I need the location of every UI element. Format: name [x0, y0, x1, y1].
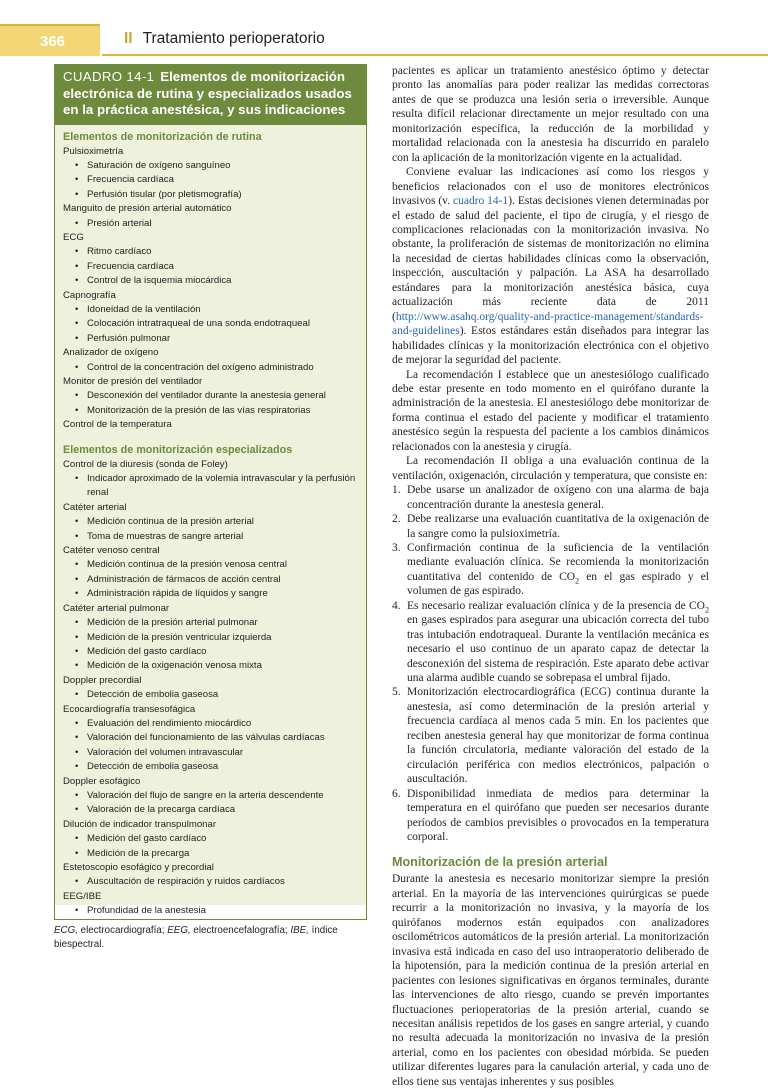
indication-item: • Detección de embolia gaseosa [63, 760, 358, 774]
indication-item: • Desconexión del ventilador durante la anestesia general [63, 389, 358, 403]
indication-item: • Control de la isquemia miocárdica [63, 274, 358, 288]
monitor-element: Ecocardiografía transesofágica [63, 703, 196, 715]
monitor-element: ECG [63, 231, 84, 243]
indication-item: • Medición continua de la presión venosa central [63, 558, 358, 572]
indication-item: • Medición de la presión arterial pulmonar [63, 616, 358, 630]
page-header [0, 0, 768, 56]
indication-item: • Valoración del funcionamiento de las válvulas cardíacas [63, 731, 358, 745]
list-item: 2. Debe realizarse una evaluación cuantitativa de la oxigenación de la sangre como la pulsioximetría. [392, 513, 709, 540]
body-column [392, 64, 709, 1089]
box-reference-link[interactable]: cuadro 14-1 [452, 195, 509, 208]
special-list [63, 458, 358, 919]
header-rule [102, 54, 768, 56]
indication-item: • Perfusión tisular (por pletismografía) [63, 188, 358, 202]
indication-item: • Idoneidad de la ventilación [63, 303, 358, 317]
indication-item: • Medición continua de la presión arterial [63, 515, 358, 529]
box-title-text: Elementos de monitorización electrónica de rutina y especializados usados en la práctica anestésica, y sus indicaciones [63, 69, 352, 117]
indication-item: • Administración rápida de líquidos y sangre [63, 587, 358, 601]
monitor-element: Dilución de indicador transpulmonar [63, 818, 217, 830]
monitor-element: Analizador de oxígeno [63, 347, 159, 359]
list-item: 1. Debe usarse un analizador de oxígeno con una alarma de baja concentración durante la anestesia general. [392, 484, 709, 511]
footnote-abbr: IBE, [290, 925, 309, 936]
indication-item: • Profundidad de la anestesia [63, 904, 358, 918]
footnote-def: electrocardiografía; [77, 925, 168, 936]
indication-item: • Medición de la oxigenación venosa mixta [63, 659, 358, 673]
list-item: 4. Es necesario realizar evaluación clínica y de la presencia de $CO_2$ en gases espirados para asegurar una ubicación correcta del tubo tras intubación endotraqueal. Durante la ventilación mecánica es necesario el uso continuo de un aparato capaz de detectar la desconexión del sistema de respiración. Este aparato debe activar una alarma audible cuando se sobrepasa el umbral fijado. [392, 599, 709, 685]
section-heading: Monitorización de la presión arterial [392, 855, 608, 870]
box-14-1 [54, 64, 367, 920]
paragraph: Durante la anestesia es necesario monitorizar siempre la presión arterial. En la mayoría de las intervenciones quirúrgicas se puede recurrir a la monitorización no invasiva, y la mayoría de los quirófanos modernos están equipados con analizadores oscilométricos automáticos de la presión arterial. La monitorización invasiva está indicada en caso del uso intraoperatorio deliberado de la hipotensión, para la medición continua de la presión arterial en pacientes con lesiones significativas en órganos terminales, durante las intervenciones de alto riesgo, cuando se prevén importantes fluctuaciones perioperatorias de la presión arterial, cuando se necesitan análisis repetidos de los gases en sangre arterial, y cuando no resulta adecuada la monitorización no invasiva de la presión arterial, como en los pacientes con obesidad mórbida. Se pueden utilizar diferentes lugares para la canulación arterial, y cada uno de ellos tiene sus ventajas inherentes y sus posibles [392, 873, 709, 1088]
monitor-element: Monitor de presión del ventilador [63, 376, 203, 387]
monitor-element: Catéter arterial pulmonar [63, 602, 170, 614]
indication-item: • Medición de la presión ventricular izquierda [63, 631, 358, 645]
routine-heading: Elementos de monitorización de rutina [63, 130, 262, 143]
box-code: CUADRO 14-1 [63, 69, 155, 84]
indication-item: • Ritmo cardíaco [63, 245, 358, 259]
indication-item: • Valoración del flujo de sangre en la arteria descendente [63, 789, 358, 803]
monitor-element: Manguito de presión arterial automático [63, 203, 232, 215]
indication-item: • Medición de la precarga [63, 847, 358, 861]
indication-item: • Evaluación del rendimiento miocárdico [63, 717, 358, 731]
list-item: 3. Confirmación continua de la suficiencia de la ventilación mediante evaluación clínica. Se recomienda la monitorización cuantitativa del contenido de $CO_2$ en el gas espirado y el volumen de gas espirado. [392, 541, 709, 598]
monitor-element: Estetoscopio esofágico y precordial [63, 862, 214, 873]
box-title [55, 65, 366, 125]
monitor-element: Catéter arterial [63, 501, 127, 513]
list-item: 6. Disponibilidad inmediata de medios para determinar la temperatura en el quirófano que pueden ser necesarios durante períodos de cambios previsibles o provocados en la temperatura corporal. [392, 787, 709, 844]
monitor-element: Doppler precordial [63, 674, 142, 686]
box-footnote [54, 924, 364, 951]
indication-item: • Auscultación de respiración y ruidos cardíacos [63, 875, 358, 889]
footnote-def: electroencefalografía; [190, 925, 291, 936]
asa-url-link[interactable]: http://www.asahq.org/quality-and-practice-management/standards-and-guidelines [392, 310, 704, 338]
monitor-element: Capnografía [63, 289, 116, 301]
footnote-abbr: EEG, [167, 925, 191, 936]
page-number: 366 [0, 24, 100, 56]
indication-item: • Toma de muestras de sangre arterial [63, 530, 358, 544]
box-body [55, 125, 366, 917]
indication-item: • Indicador aproximado de la volemia intravascular y la perfusión renal [63, 472, 358, 501]
part-number: II [124, 30, 133, 47]
indication-item: • Presión arterial [63, 217, 358, 231]
running-head [102, 25, 768, 53]
indication-item: • Frecuencia cardíaca [63, 260, 358, 274]
indication-item: • Detección de embolia gaseosa [63, 688, 358, 702]
paragraph: Conviene evaluar las indicaciones así como los riesgos y beneficios relacionados con el uso de monitores electrónicos invasivos (v. cuadro 14-1). Estas decisiones vienen determinadas por el estado de salud del paciente, el tipo de cirugía, y el riesgo de complicaciones relacionadas con la monitorización invasiva. No obstante, la proliferación de sistemas de monitorización no elimina la necesidad de ciertas habilidades clínicas como la observación, inspección, auscultación y palpación. La ASA ha desarrollado estándares para la monitorización anestésica básica, cuya actualización más reciente data de 2011 (http://www.asahq.org/quality-and-practice-management/standards-and-guidelines). Estos estándares están diseñados para integrar las habilidades clínicas y la monitorización electrónica con el objetivo de mejorar la seguridad del paciente. [392, 166, 709, 367]
monitor-element: Pulsioximetría [63, 145, 124, 157]
indication-item: • Medición del gasto cardíaco [63, 645, 358, 659]
indication-item: • Frecuencia cardíaca [63, 173, 358, 187]
chapter-title: Tratamiento perioperatorio [142, 30, 325, 47]
recommendation-list [392, 483, 709, 844]
paragraph: La recomendación I establece que un anestesiólogo cualificado debe estar presente en todo momento en el quirófano durante la administración de la anestesia. El anestesiólogo debe monitorizar de forma continua el estado del paciente y modificar el tratamiento anestésico según la respuesta del paciente a los cambios dinámicos relacionados con la anestesia y cirugía. [392, 368, 709, 453]
paragraph: pacientes es aplicar un tratamiento anestésico óptimo y detectar pronto las anomalías para poder realizar las medidas correctoras antes de que se produzca una lesión seria o irreversible. Aunque resulta difícil relacionar directamente un mejor resultado con una monitorización específica, la reducción de la morbilidad y mortalidad relacionada con la anestesia ha discurrido en paralelo con la aplicación de la monitorización vigente en la actualidad. [392, 65, 709, 164]
indication-item: • Control de la concentración del oxígeno administrado [63, 361, 358, 375]
monitor-element: Control de la diuresis (sonda de Foley) [63, 458, 228, 470]
indication-item: • Administración de fármacos de acción central [63, 573, 358, 587]
routine-list [63, 145, 358, 433]
list-item: 5. Monitorización electrocardiográfica (ECG) continua durante la anestesia, así como determinación de la presión arterial y frecuencia cardíaca al menos cada 5 min. En los pacientes que reciben anestesia general hay que monitorizar de forma continua la función circulatoria, mediante valoración del estado de la circulación periférica con medios electrónicos, palpación o auscultación. [392, 686, 709, 786]
indication-item: • Colocación intratraqueal de una sonda endotraqueal [63, 317, 358, 331]
monitor-element: Catéter venoso central [63, 545, 160, 557]
indication-item: • Saturación de oxígeno sanguíneo [63, 159, 358, 173]
indication-item: • Monitorización de la presión de las vías respiratorias [63, 404, 358, 418]
monitor-element: Control de la temperatura [63, 419, 172, 431]
paragraph: La recomendación II obliga a una evaluación continua de la ventilación, oxigenación, circulación y temperatura, que consiste en: [392, 455, 709, 482]
footnote-def: índice biespectral. [54, 925, 338, 950]
indication-item: • Perfusión pulmonar [63, 332, 358, 346]
indication-item: • Medición del gasto cardíaco [63, 832, 358, 846]
special-heading: Elementos de monitorización especializados [63, 443, 293, 456]
monitor-element: EEG/IBE [63, 890, 102, 902]
footnote-abbr: ECG, [54, 925, 78, 936]
indication-item: • Valoración del volumen intravascular [63, 746, 358, 760]
monitor-element: Doppler esofágico [63, 775, 141, 787]
indication-item: • Valoración de la precarga cardíaca [63, 803, 358, 817]
